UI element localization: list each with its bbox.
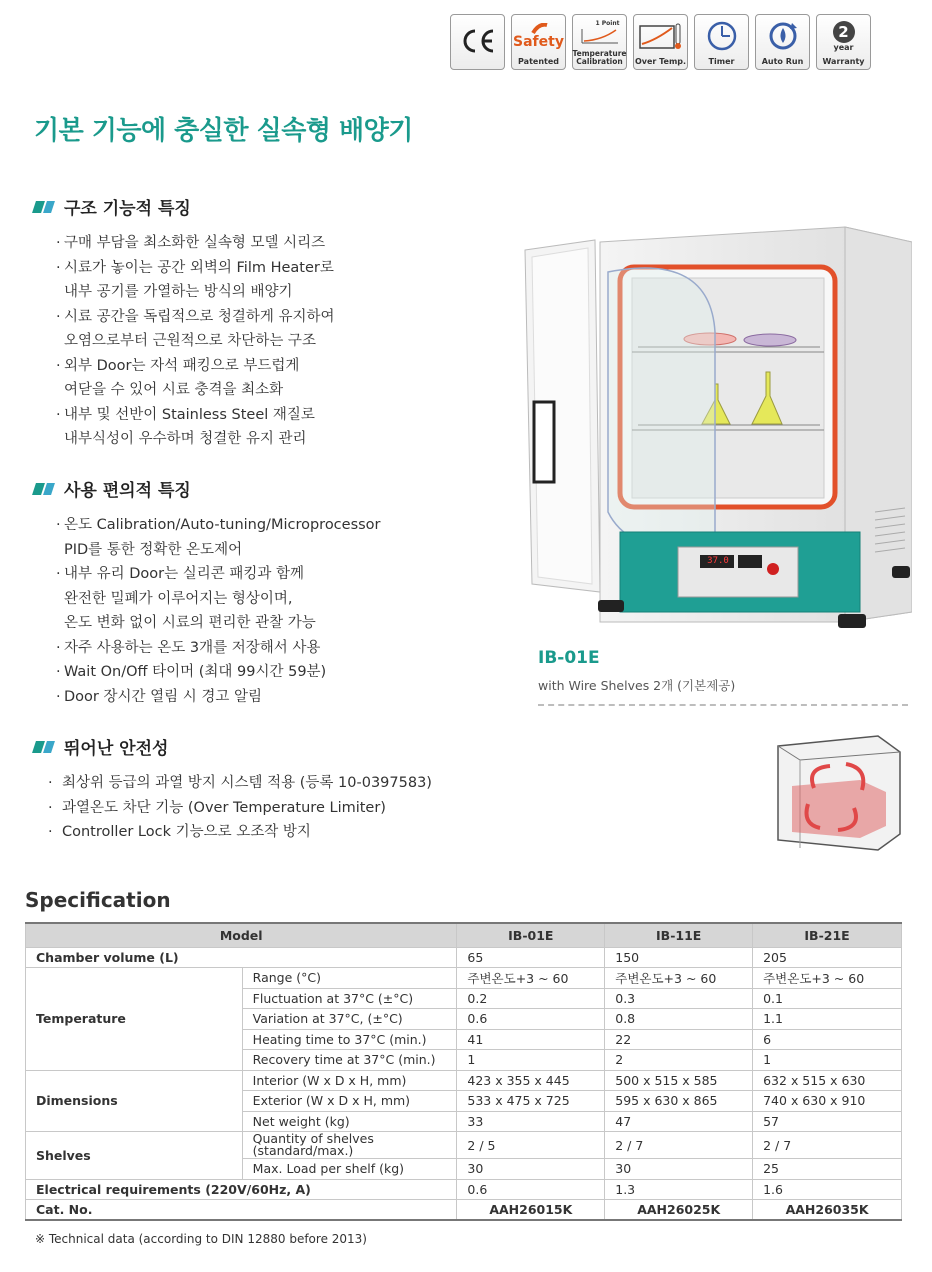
controller-display: 37.0 (707, 556, 729, 566)
section-safety-heading (34, 734, 432, 759)
list-item: · Wait On/Off 타이머 (최대 99시간 59분) (56, 664, 327, 680)
cell: 47 (605, 1111, 753, 1132)
warranty-icon (817, 15, 870, 57)
cell: 2 / 5 (457, 1132, 605, 1159)
list-item: · 시료 공간을 독립적으로 청결하게 유지하여 오염으로부터 근원적으로 차단하는 구조 (56, 308, 335, 349)
cell: 0.3 (605, 988, 753, 1009)
temperature-calibration-icon (573, 15, 626, 50)
section-structure (34, 194, 335, 452)
list-item: · 내부 유리 Door는 실리콘 패킹과 함께 완전한 밀폐가 이루어지는 형상이며, 온도 변화 없이 시료의 편리한 관찰 가능 (56, 566, 316, 631)
cell: 0.2 (457, 988, 605, 1009)
row-label-line2: (standard/max.) (252, 1143, 354, 1158)
incubator-product-image (520, 212, 912, 642)
table-row (26, 968, 902, 989)
section-safety-title: 뛰어난 안전성 (64, 739, 169, 759)
group-label: Shelves (26, 1132, 243, 1180)
table-row (26, 1070, 902, 1091)
cell: 740 x 630 x 910 (753, 1091, 902, 1112)
over-temp-icon (634, 15, 687, 57)
cell: 595 x 630 x 865 (605, 1091, 753, 1112)
airflow-cube-image (770, 728, 902, 854)
warranty-badge (816, 14, 871, 70)
list-item: · 온도 Calibration/Auto-tuning/Microprocessor PID를 통한 정확한 온도제어 (56, 517, 381, 558)
row-label-line1: Quantity of shelves (252, 1131, 374, 1146)
cell: 주변온도+3 ~ 60 (753, 968, 902, 989)
cell: AAH26035K (753, 1200, 902, 1221)
spec-title: Specification (25, 888, 171, 912)
cell: 632 x 515 x 630 (753, 1070, 902, 1091)
list-item: · 외부 Door는 자석 패킹으로 부드럽게 여닫을 수 있어 시료 충격을 최소화 (56, 357, 300, 398)
row-label: Fluctuation at 37°C (±°C) (242, 988, 457, 1009)
cell: AAH26015K (457, 1200, 605, 1221)
header-col: IB-01E (457, 923, 605, 947)
warranty-unit: year (833, 42, 854, 52)
calibration-label: Temperature Calibration (572, 49, 627, 66)
cell: 205 (753, 947, 902, 968)
page-headline: 기본 기능에 충실한 실속형 배양기 (34, 116, 413, 146)
cell: 1.6 (753, 1179, 902, 1200)
cell: 6 (753, 1029, 902, 1050)
certification-badges (450, 14, 871, 70)
auto-run-icon (756, 15, 809, 57)
cell: 30 (605, 1159, 753, 1180)
ce-mark-icon (451, 15, 504, 66)
cell: 33 (457, 1111, 605, 1132)
product-model-name: IB-01E (538, 648, 600, 668)
timer-icon (695, 15, 748, 57)
row-label: Chamber volume (L) (26, 947, 457, 968)
section-convenience-heading (34, 476, 381, 501)
table-header-row (26, 923, 902, 947)
cell: 2 / 7 (605, 1132, 753, 1159)
row-label: Electrical requirements (220V/60Hz, A) (26, 1179, 457, 1200)
safety-badge (511, 14, 566, 70)
safety-icon (512, 15, 565, 57)
row-label: Interior (W x D x H, mm) (242, 1070, 457, 1091)
row-label: Heating time to 37°C (min.) (242, 1029, 457, 1050)
auto-run-label: Auto Run (761, 57, 804, 66)
cell: 500 x 515 x 585 (605, 1070, 753, 1091)
cell: 1.1 (753, 1009, 902, 1030)
cell: 2 / 7 (753, 1132, 902, 1159)
product-caption: with Wire Shelves 2개 (기본제공) (538, 678, 736, 693)
cell: 30 (457, 1159, 605, 1180)
spec-table (25, 922, 902, 1221)
section-marker-icon (34, 483, 54, 495)
cell: 65 (457, 947, 605, 968)
row-label: Range (°C) (242, 968, 457, 989)
row-label: Variation at 37°C, (±°C) (242, 1009, 457, 1030)
cell: 1 (457, 1050, 605, 1071)
list-item: · 과열온도 차단 기능 (Over Temperature Limiter) (48, 799, 386, 816)
calibration-note: 1 Point (595, 20, 620, 27)
table-row (26, 1200, 902, 1221)
table-row (26, 947, 902, 968)
cell: 0.6 (457, 1179, 605, 1200)
section-marker-icon (34, 201, 54, 213)
header-col: IB-21E (753, 923, 902, 947)
section-safety (34, 734, 432, 845)
list-item: · 최상위 등급의 과열 방지 시스템 적용 (등록 10-0397583) (48, 775, 432, 791)
section-structure-title: 구조 기능적 특징 (64, 199, 191, 219)
row-label: Cat. No. (26, 1200, 457, 1221)
safety-title: Safety (513, 34, 564, 50)
table-row (26, 1179, 902, 1200)
section-safety-list (48, 771, 432, 845)
cell: 2 (605, 1050, 753, 1071)
ce-badge (450, 14, 505, 70)
footnote: ※ Technical data (according to DIN 12880 before 2013) (35, 1232, 367, 1246)
safety-label: Patented (518, 57, 559, 66)
auto-run-badge (755, 14, 810, 70)
section-structure-list (56, 231, 335, 452)
cell: 57 (753, 1111, 902, 1132)
cell: 41 (457, 1029, 605, 1050)
section-structure-heading (34, 194, 335, 219)
cell: 0.8 (605, 1009, 753, 1030)
group-label: Temperature (26, 968, 243, 1071)
row-label: Net weight (kg) (242, 1111, 457, 1132)
list-item: · 자주 사용하는 온도 3개를 저장해서 사용 (56, 639, 321, 656)
row-label: Max. Load per shelf (kg) (242, 1159, 457, 1180)
warranty-label: Warranty (822, 57, 865, 66)
group-label: Dimensions (26, 1070, 243, 1132)
cell: 0.6 (457, 1009, 605, 1030)
cell: 0.1 (753, 988, 902, 1009)
divider (538, 704, 908, 706)
section-marker-icon (34, 741, 54, 753)
cell: 1 (753, 1050, 902, 1071)
warranty-number: 2 (833, 21, 855, 43)
over-temp-badge (633, 14, 688, 70)
list-item: · Door 장시간 열림 시 경고 알림 (56, 688, 262, 705)
list-item: · 내부 및 선반이 Stainless Steel 재질로 내부식성이 우수하며 청결한 유지 관리 (56, 406, 315, 447)
cell: 150 (605, 947, 753, 968)
cell: 주변온도+3 ~ 60 (457, 968, 605, 989)
section-convenience (34, 476, 381, 709)
cell: 25 (753, 1159, 902, 1180)
table-row (26, 1132, 902, 1159)
list-item: · Controller Lock 기능으로 오조작 방지 (48, 824, 311, 840)
row-label: Recovery time at 37°C (min.) (242, 1050, 457, 1071)
list-item: · 시료가 놓이는 공간 외벽의 Film Heater로 내부 공기를 가열하는 방식의 배양기 (56, 259, 334, 300)
cell: AAH26025K (605, 1200, 753, 1221)
cell: 1.3 (605, 1179, 753, 1200)
list-item: · 구매 부담을 최소화한 실속형 모델 시리즈 (56, 235, 326, 251)
header-col: IB-11E (605, 923, 753, 947)
row-label: Exterior (W x D x H, mm) (242, 1091, 457, 1112)
row-label (242, 1132, 457, 1159)
header-model: Model (26, 923, 457, 947)
timer-badge (694, 14, 749, 70)
section-convenience-list (56, 513, 381, 709)
timer-label: Timer (708, 57, 735, 66)
cell: 주변온도+3 ~ 60 (605, 968, 753, 989)
cell: 533 x 475 x 725 (457, 1091, 605, 1112)
temperature-calibration-badge (572, 14, 627, 70)
cell: 423 x 355 x 445 (457, 1070, 605, 1091)
cell: 22 (605, 1029, 753, 1050)
over-temp-label: Over Temp. (634, 57, 687, 66)
section-convenience-title: 사용 편의적 특징 (64, 481, 191, 501)
